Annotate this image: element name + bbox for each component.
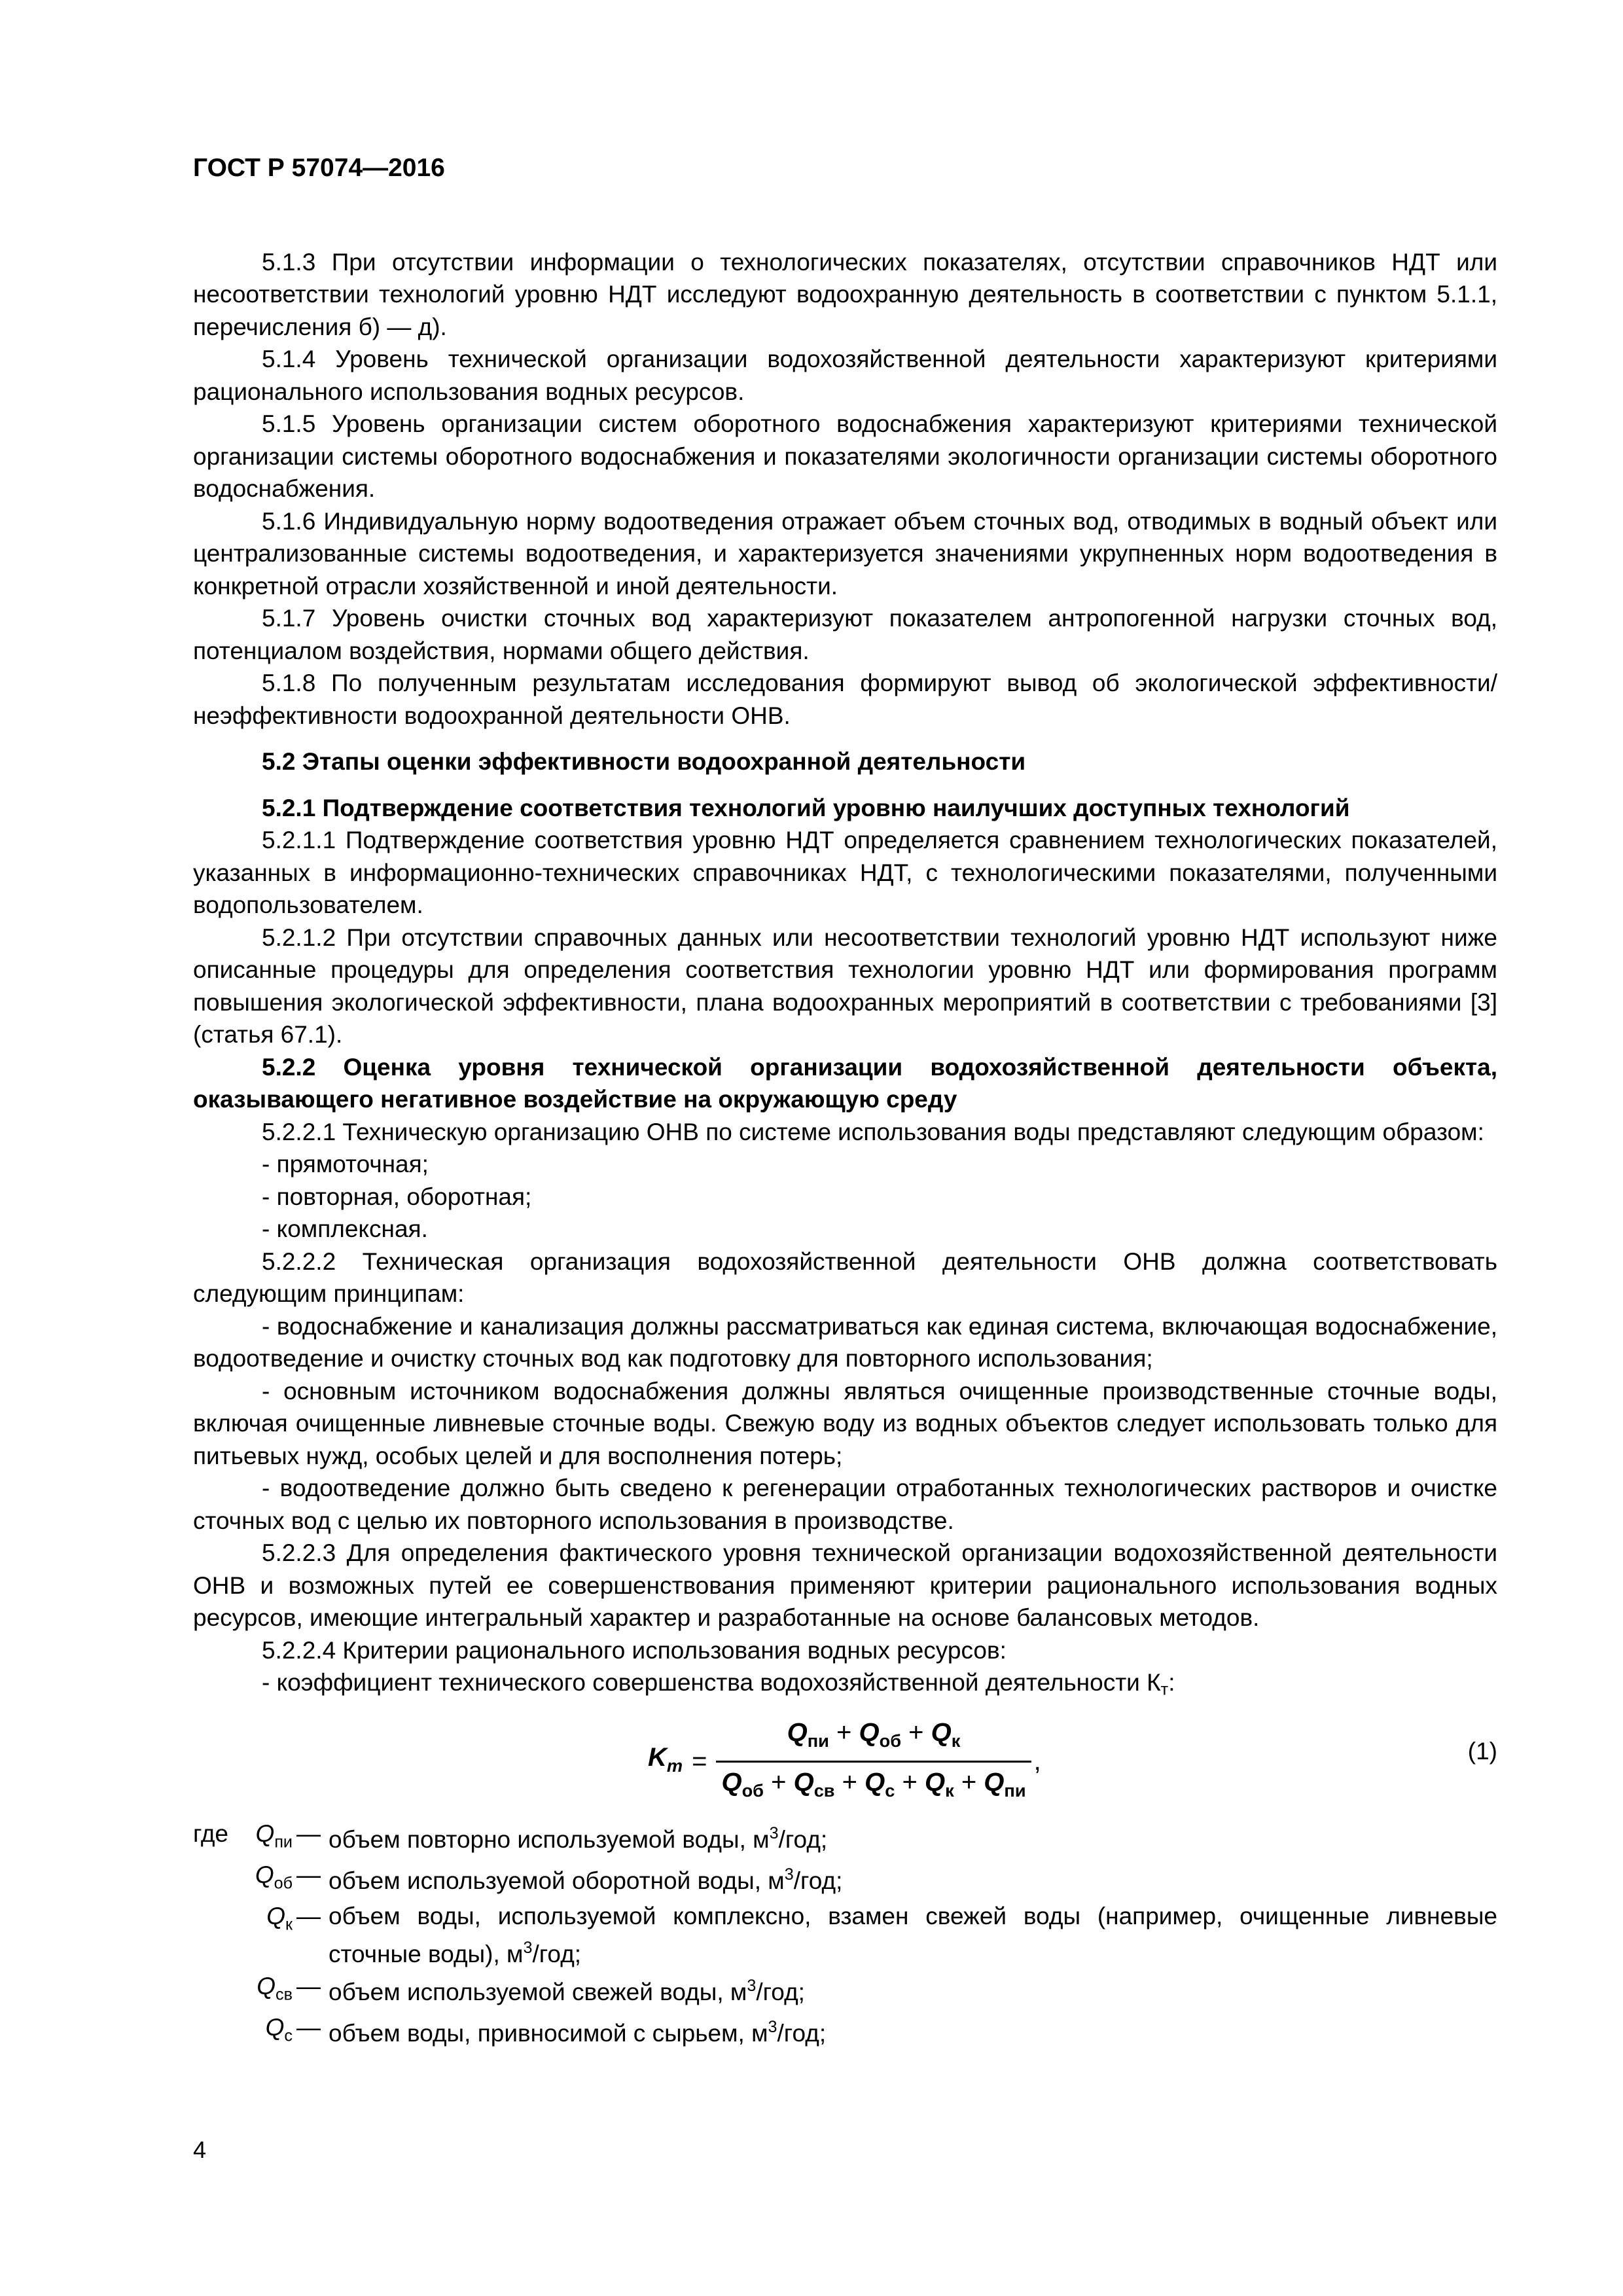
heading-5-2: 5.2 Этапы оценки эффективности водоохранной деятельности xyxy=(262,748,1026,775)
definition-dash: — xyxy=(296,1973,321,2000)
definition-symbol xyxy=(239,1970,296,2011)
definition-symbol-q: Q xyxy=(257,1973,276,2000)
formula-denominator xyxy=(716,1761,1031,1807)
numerator-operator: + xyxy=(901,1717,931,1747)
definition-text xyxy=(329,1859,1497,1900)
definition-lead xyxy=(193,2011,239,2053)
list-item-complex: - комплексная. xyxy=(262,1215,428,1242)
denominator-q: Q xyxy=(721,1768,742,1797)
definition-symbol-sub: пи xyxy=(274,1833,293,1852)
denominator-q: Q xyxy=(984,1768,1005,1797)
definition-text-body: объем используемой свежей воды, м xyxy=(329,1979,747,2006)
denominator-q: Q xyxy=(793,1768,814,1797)
paragraph-5-2-1-1: 5.2.1.1 Подтверждение соответствия уровню НДТ определяется сравнением технологических показателей, указанных в информационно-технических справочниках НДТ, с технологическими показателями, полученными водопользователем. xyxy=(193,827,1497,918)
definition-row xyxy=(193,1859,1497,1900)
definition-symbol-sub: об xyxy=(274,1874,293,1893)
formula-kt xyxy=(648,1717,1041,1807)
numerator-term xyxy=(931,1717,961,1751)
list-item-direct: - прямоточная; xyxy=(262,1151,429,1177)
formula-numerator xyxy=(782,1717,966,1761)
paragraph-5-2-1-2: 5.2.1.2 При отсутствии справочных данных или несоответствии технологий уровню НДТ используют ниже описанные процедуры для определения соответствия технологии уровню НДТ или формирования программ повышения экологической эффективности, плана водоохранных мероприятий в соответствии с требованиями [3] (статья 67.1). xyxy=(193,924,1497,1048)
numerator-sub: об xyxy=(879,1730,902,1751)
definition-unit-sup: 3 xyxy=(768,2018,777,2037)
definition-symbol-sub: с xyxy=(284,2026,293,2045)
kt-item-text: - коэффициент технического совершенства водохозяйственной деятельности К xyxy=(262,1669,1161,1696)
definition-symbol-sub: св xyxy=(276,1985,293,2004)
numerator-q: Q xyxy=(859,1717,880,1747)
kt-list-item xyxy=(193,1666,1497,1706)
definition-text-body: объем воды, привносимой с сырьем, м xyxy=(329,2020,768,2047)
definition-symbol-q: Q xyxy=(255,1820,275,1847)
definition-text xyxy=(329,1818,1497,1859)
definition-dash: — xyxy=(296,1861,321,1888)
definition-unit-sup: 3 xyxy=(769,1823,779,1842)
numerator-sub: к xyxy=(951,1730,961,1751)
definition-symbol-sub: к xyxy=(285,1914,293,1933)
definition-unit-tail: /год; xyxy=(793,1867,843,1894)
definition-symbol xyxy=(239,1818,296,1859)
denominator-term xyxy=(721,1768,764,1801)
denominator-sub: пи xyxy=(1004,1780,1026,1801)
denominator-sub: с xyxy=(885,1780,895,1801)
definition-symbol-q: Q xyxy=(255,1861,274,1888)
definition-symbol xyxy=(239,1859,296,1900)
definition-lead: где xyxy=(193,1820,229,1847)
definition-row xyxy=(193,1818,1497,1859)
definition-row xyxy=(193,1900,1497,1971)
document-header: ГОСТ Р 57074—2016 xyxy=(193,154,445,182)
paragraph-5-1-7: 5.1.7 Уровень очистки сточных вод характеризуют показателем антропогенной нагрузки сточных вод, потенциалом воздействия, нормами общего действия. xyxy=(193,605,1497,664)
paragraph-5-2-2-2: 5.2.2.2 Техническая организация водохозяйственной деятельности ОНВ должна соответствовать следующим принципам: xyxy=(193,1247,1497,1307)
paragraph-5-1-4: 5.1.4 Уровень технической организации водохозяйственной деятельности характеризуют критериями рационального использования водных ресурсов. xyxy=(193,346,1497,405)
definition-text xyxy=(329,1900,1497,1971)
definition-row xyxy=(193,1970,1497,2011)
denominator-term xyxy=(984,1768,1026,1801)
denominator-sub: об xyxy=(741,1780,764,1801)
definition-symbol xyxy=(239,2011,296,2053)
numerator-q: Q xyxy=(787,1717,808,1747)
formula-number: (1) xyxy=(1467,1737,1497,1765)
paragraph-5-2-2-3: 5.2.2.3 Для определения фактического уровня технической организации водохозяйственной деятельности ОНВ и возможных путей ее совершенствования применяют критерии рационального использования водных ресурсов, имеющие интегральный характер и разработанные на основе балансовых методов. xyxy=(193,1539,1497,1631)
definition-unit-tail: /год; xyxy=(777,2020,827,2047)
paragraph-5-1-6: 5.1.6 Индивидуальную норму водоотведения отражает объем сточных вод, отводимых в водный объект или централизованные системы водоотведения, и характеризуется значениями укрупненных норм водоотведения в конкретной отрасли хозяйственной и иной деятельности. xyxy=(193,507,1497,600)
denominator-operator: + xyxy=(763,1768,794,1797)
definition-text-body: объем используемой оборотной воды, м xyxy=(329,1867,785,1894)
formula-equals: = xyxy=(692,1747,707,1776)
heading-5-2-2: 5.2.2 Оценка уровня технической организации водохозяйственной деятельности объекта, оказывающего негативное воздействие на окружающую среду xyxy=(193,1053,1497,1113)
definition-symbol-q: Q xyxy=(266,1902,285,1929)
definition-unit-tail: /год; xyxy=(756,1979,805,2006)
paragraph-5-1-8: 5.1.8 По полученным результатам исследования формируют вывод об экологической эффективности/неэффективности водоохранной деятельности ОНВ. xyxy=(193,670,1497,729)
formula-definitions xyxy=(193,1818,1497,2053)
definition-dash: — xyxy=(296,2014,321,2041)
definition-symbol xyxy=(239,1900,296,1971)
paragraph-5-2-2-1: 5.2.2.1 Техническую организацию ОНВ по системе использования воды представляют следующим образом: xyxy=(262,1118,1484,1145)
paragraph-5-1-3: 5.1.3 При отсутствии информации о технологических показателях, отсутствии справочников НДТ или несоответствии технологий уровню НДТ исследуют водоохранную деятельность в соответствии с пунктом 5.1.1, перечисления б) — д). xyxy=(193,248,1497,340)
heading-5-2-1: 5.2.1 Подтверждение соответствия технологий уровню наилучших доступных технологий xyxy=(262,794,1350,821)
numerator-term xyxy=(859,1717,902,1751)
denominator-sub: к xyxy=(945,1780,954,1801)
definition-lead xyxy=(193,1900,239,1971)
definition-unit-tail: /год; xyxy=(532,1940,582,1967)
definition-lead xyxy=(193,1970,239,2011)
definition-row xyxy=(193,2011,1497,2053)
formula-comma: , xyxy=(1033,1747,1041,1776)
numerator-operator: + xyxy=(829,1717,859,1747)
definition-text xyxy=(329,2011,1497,2053)
formula-lhs xyxy=(648,1742,683,1782)
denominator-term xyxy=(865,1768,895,1801)
principle-item-1: - водоснабжение и канализация должны рассматриваться как единая система, включающая водоснабжение, водоотведение и очистку сточных вод как подготовку для повторного использования; xyxy=(193,1312,1497,1372)
definition-unit-tail: /год; xyxy=(778,1825,828,1853)
denominator-operator: + xyxy=(954,1768,984,1797)
denominator-term xyxy=(793,1768,835,1801)
definition-symbol-q: Q xyxy=(265,2014,285,2041)
paragraph-5-2-2-4: 5.2.2.4 Критерии рационального использования водных ресурсов: xyxy=(262,1636,1007,1664)
definition-text-body: объем повторно используемой воды, м xyxy=(329,1825,770,1853)
paragraph-5-1-5: 5.1.5 Уровень организации систем оборотного водоснабжения характеризуют критериями технической организации системы оборотного водоснабжения и показателями экологичности организации системы оборотного водоснабжения. xyxy=(193,410,1497,502)
formula-fraction xyxy=(716,1717,1031,1807)
denominator-term xyxy=(924,1768,954,1801)
kt-item-end: : xyxy=(1168,1669,1175,1696)
numerator-sub: пи xyxy=(807,1730,829,1751)
denominator-q: Q xyxy=(924,1768,946,1797)
definition-text xyxy=(329,1970,1497,2011)
formula-row xyxy=(193,1712,1497,1810)
numerator-term xyxy=(787,1717,829,1751)
page-number: 4 xyxy=(193,2136,207,2163)
formula-lhs-sub: т xyxy=(666,1755,683,1776)
principle-item-2: - основным источником водоснабжения должны являться очищенные производственные сточные воды, включая очищенные ливневые сточные воды. Свежую воду из водных объектов следует использовать только для питьевых нужд, особых целей и для восполнения потерь; xyxy=(193,1377,1497,1469)
principle-item-3: - водоотведение должно быть сведено к регенерации отработанных технологических растворов и очистке сточных вод с целью их повторного использования в производстве. xyxy=(193,1475,1497,1534)
definition-lead xyxy=(193,1859,239,1900)
kt-item-sub: т xyxy=(1160,1680,1169,1699)
definition-unit-sup: 3 xyxy=(747,1977,757,1996)
definition-text-body: объем воды, используемой комплексно, взамен свежей воды (например, очищенные ливневые сточные воды), м xyxy=(329,1902,1497,1967)
denominator-operator: + xyxy=(834,1768,865,1797)
definition-dash: — xyxy=(296,1820,321,1847)
definition-dash: — xyxy=(296,1902,321,1929)
denominator-operator: + xyxy=(895,1768,925,1797)
definition-unit-sup: 3 xyxy=(784,1865,794,1884)
numerator-q: Q xyxy=(931,1717,952,1747)
definition-unit-sup: 3 xyxy=(523,1939,533,1958)
denominator-q: Q xyxy=(865,1768,885,1797)
list-item-repeated: - повторная, оборотная; xyxy=(262,1183,532,1210)
formula-lhs-symbol: K xyxy=(648,1743,667,1772)
denominator-sub: св xyxy=(813,1780,835,1801)
